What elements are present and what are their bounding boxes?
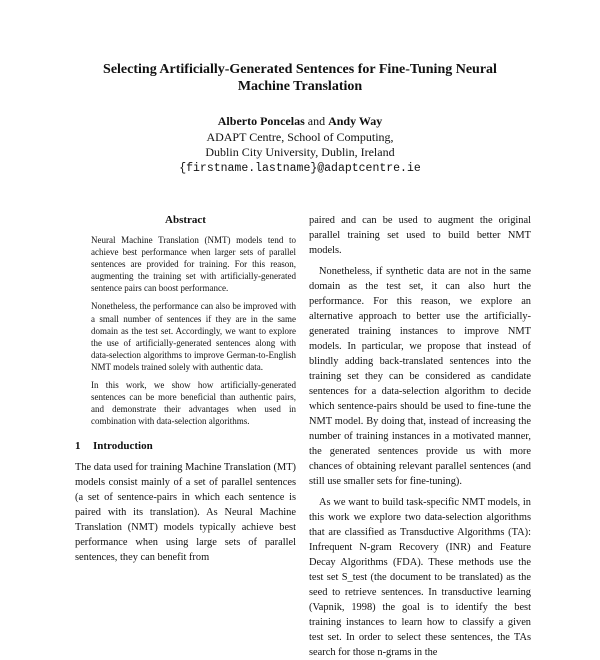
author-2: Andy Way [328,114,383,128]
author-email: {firstname.lastname}@adaptcentre.ie [179,161,421,175]
title-line-2: Machine Translation [237,79,363,94]
introduction-body [75,460,296,565]
author-block [0,114,600,176]
affiliation-line-2: Dublin City University, Dublin, Ireland [205,145,395,159]
body-paragraph: As we want to build task-specific NMT models, in this work we explore two data-selection algorithms that are classified as Transductive Algorithms (TA): Infrequent N-gram Recovery (INR) and Feature Decay Algorithms (FDA). These methods use the test set S_test (the document to be translated) as the seed to retrieve sentences. In transductive learning (Vapnik, 1998) the goal is to identify the best training instances to learn how to classify a given test set. In order to select these sentences, the TAs search for those n-grams in the [309,497,531,658]
section-title: Introduction [93,440,153,453]
paper-title [0,61,600,95]
author-1: Alberto Poncelas [217,114,305,128]
abstract-paragraph: Neural Machine Translation (NMT) models tend to achieve best performance when larger sets of parallel sentences are provided for training. For this reason, augmenting the training set with artificially-generated sentence pairs can boost performance. [91,235,296,294]
body-paragraph: paired and can be used to augment the original parallel training set used to build better NMT models. [309,215,531,256]
left-column [75,213,296,565]
abstract-body [75,234,296,427]
abstract-paragraph: In this work, we show how artificially-generated sentences can be more beneficial than authentic pairs, and demonstrate their advantages when used in combination with data-selection algorithms. [91,380,296,427]
title-line-1: Selecting Artificially-Generated Sentences for Fine-Tuning Neural [103,62,497,77]
author-conjunction: and [307,114,326,128]
body-paragraph: The data used for training Machine Translation (MT) models consist mainly of a set of parallel sentences (a set of sentence-pairs in which each sentence is paired with its translation). As Neural Machine Translation (NMT) models typically achieve best performance when using large sets of parallel sentences, they can benefit from [75,462,296,564]
abstract-paragraph: Nonetheless, the performance can also be improved with a small number of sentences if they are in the same domain as the test set. Accordingly, we want to explore the use of artificially-generated sentences along with data-selection algorithms to improve German-to-English NMT models trained solely with authentic data. [91,301,296,372]
abstract-heading: Abstract [165,214,206,226]
author-names [0,114,600,130]
section-number: 1 [75,440,81,453]
body-paragraph: Nonetheless, if synthetic data are not in the same domain as the test set, it can also hurt the performance. For this reason, we explore an alternative approach to better use the artificially-generated training instances to improve NMT models. In particular, we propose that instead of blindly adding back-translated sentences into the training set they can be considered as candidate sentences for a data-selection algorithm to decide which sentence-pairs should be used to fine-tune the NMT model. By doing that, instead of increasing the number of training instances in a motivated manner, the generated sentences provide us with more chances of obtaining relevant parallel sentences (and still use smaller sets for fine-tuning). [309,266,531,487]
right-column [309,213,531,660]
affiliation-line-1: ADAPT Centre, School of Computing, [206,129,394,144]
section-heading-introduction [75,439,296,454]
